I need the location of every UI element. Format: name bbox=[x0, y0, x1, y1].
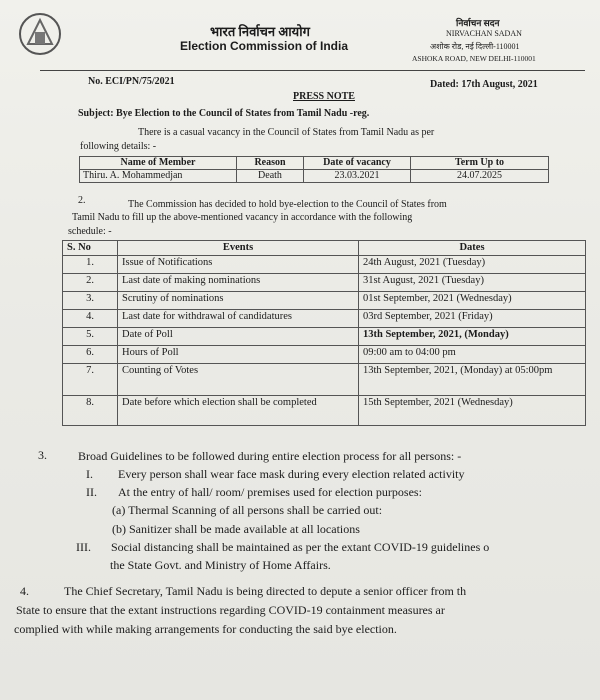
table-row bbox=[63, 396, 586, 426]
col-dates: Dates bbox=[359, 241, 586, 256]
address-line-1: निर्वाचन सदन bbox=[456, 18, 500, 28]
eci-english-name: Election Commission of India bbox=[180, 39, 349, 53]
col-term-up-to: Term Up to bbox=[411, 157, 549, 170]
event: Scrutiny of nominations bbox=[118, 292, 359, 310]
sno: 4. bbox=[63, 310, 118, 328]
sno: 5. bbox=[63, 328, 118, 346]
table-row bbox=[63, 310, 586, 328]
eci-logo bbox=[18, 10, 62, 58]
event-date: 31st August, 2021 (Tuesday) bbox=[359, 274, 586, 292]
table-row bbox=[80, 170, 549, 183]
subject-line: Subject: Bye Election to the Council of States from Tamil Nadu -reg. bbox=[78, 108, 370, 119]
para4-line3: complied with while making arrangements for conducting the said bye election. bbox=[14, 622, 397, 636]
dated: Dated: 17th August, 2021 bbox=[430, 79, 538, 90]
event: Last date for withdrawal of candidatures bbox=[118, 310, 359, 328]
col-sno: S. No bbox=[63, 241, 118, 256]
guidelines-heading: Broad Guidelines to be followed during entire election process for all persons: - bbox=[78, 449, 462, 463]
guideline-ii-number: II. bbox=[86, 485, 97, 499]
eci-hindi-name: भारत निर्वाचन आयोग bbox=[210, 24, 310, 39]
term-up-to: 24.07.2025 bbox=[411, 170, 549, 183]
event-date: 24th August, 2021 (Tuesday) bbox=[359, 256, 586, 274]
guideline-iii-line1: Social distancing shall be maintained as per the extant COVID-19 guidelines o bbox=[111, 540, 490, 554]
table-row bbox=[63, 274, 586, 292]
address-line-2: NIRVACHAN SADAN bbox=[446, 29, 522, 38]
vacancy-date: 23.03.2021 bbox=[304, 170, 411, 183]
vacancy-table bbox=[79, 156, 549, 183]
address-line-3: अशोक रोड, नई दिल्ली-110001 bbox=[430, 42, 520, 51]
guideline-ii-b: (b) Sanitizer shall be made available at all locations bbox=[112, 522, 360, 536]
schedule-table bbox=[62, 240, 586, 426]
guideline-i-text: Every person shall wear face mask during every election related activity bbox=[118, 467, 465, 481]
sno: 7. bbox=[63, 364, 118, 396]
col-date-of-vacancy: Date of vacancy bbox=[304, 157, 411, 170]
col-name-of-member: Name of Member bbox=[80, 157, 237, 170]
vacancy-table-header bbox=[80, 157, 549, 170]
event-date: 13th September, 2021, (Monday) bbox=[359, 328, 586, 346]
event: Issue of Notifications bbox=[118, 256, 359, 274]
sno: 3. bbox=[63, 292, 118, 310]
event-date: 01st September, 2021 (Wednesday) bbox=[359, 292, 586, 310]
col-events: Events bbox=[118, 241, 359, 256]
event: Date of Poll bbox=[118, 328, 359, 346]
schedule-header bbox=[63, 241, 586, 256]
sno: 2. bbox=[63, 274, 118, 292]
table-row bbox=[63, 346, 586, 364]
para2-line2: Tamil Nadu to fill up the above-mentioned vacancy in accordance with the following bbox=[72, 212, 413, 223]
member-name: Thiru. A. Mohammedjan bbox=[80, 170, 237, 183]
reason: Death bbox=[237, 170, 304, 183]
guideline-iii-line2: the State Govt. and Ministry of Home Affairs. bbox=[110, 558, 331, 572]
event-date: 03rd September, 2021 (Friday) bbox=[359, 310, 586, 328]
table-row bbox=[63, 328, 586, 346]
para1-line1: There is a casual vacancy in the Council of States from Tamil Nadu as per bbox=[138, 127, 435, 138]
event-date: 09:00 am to 04:00 pm bbox=[359, 346, 586, 364]
table-row bbox=[63, 364, 586, 396]
para4-number: 4. bbox=[20, 584, 29, 598]
guideline-iii-number: III. bbox=[76, 540, 91, 554]
event: Hours of Poll bbox=[118, 346, 359, 364]
para1-line2: following details: - bbox=[80, 141, 157, 152]
para2-number: 2. bbox=[78, 195, 86, 206]
press-note-title: PRESS NOTE bbox=[293, 91, 355, 102]
sno: 1. bbox=[63, 256, 118, 274]
table-row bbox=[63, 256, 586, 274]
header-divider bbox=[40, 70, 585, 71]
para4-line2: State to ensure that the extant instructions regarding COVID-19 containment measures ar bbox=[16, 603, 445, 617]
para2-line3: schedule: - bbox=[68, 226, 112, 237]
guideline-ii-a: (a) Thermal Scanning of all persons shall be carried out: bbox=[112, 503, 383, 517]
para4-line1: The Chief Secretary, Tamil Nadu is being directed to depute a senior officer from th bbox=[64, 584, 467, 598]
event: Date before which election shall be completed bbox=[118, 396, 359, 426]
event: Last date of making nominations bbox=[118, 274, 359, 292]
para2-line1: The Commission has decided to hold bye-election to the Council of States from bbox=[128, 199, 447, 210]
sno: 6. bbox=[63, 346, 118, 364]
reference-number: No. ECI/PN/75/2021 bbox=[88, 76, 175, 87]
event-date: 15th September, 2021 (Wednesday) bbox=[359, 396, 586, 426]
address-line-4: ASHOKA ROAD, NEW DELHI-110001 bbox=[412, 54, 536, 63]
sno: 8. bbox=[63, 396, 118, 426]
table-row bbox=[63, 292, 586, 310]
event-date: 13th September, 2021, (Monday) at 05:00pm bbox=[359, 364, 586, 396]
guideline-i-number: I. bbox=[86, 467, 93, 481]
guideline-ii-text: At the entry of hall/ room/ premises used for election purposes: bbox=[118, 485, 422, 499]
col-reason: Reason bbox=[237, 157, 304, 170]
event: Counting of Votes bbox=[118, 364, 359, 396]
guidelines-number: 3. bbox=[38, 448, 47, 462]
